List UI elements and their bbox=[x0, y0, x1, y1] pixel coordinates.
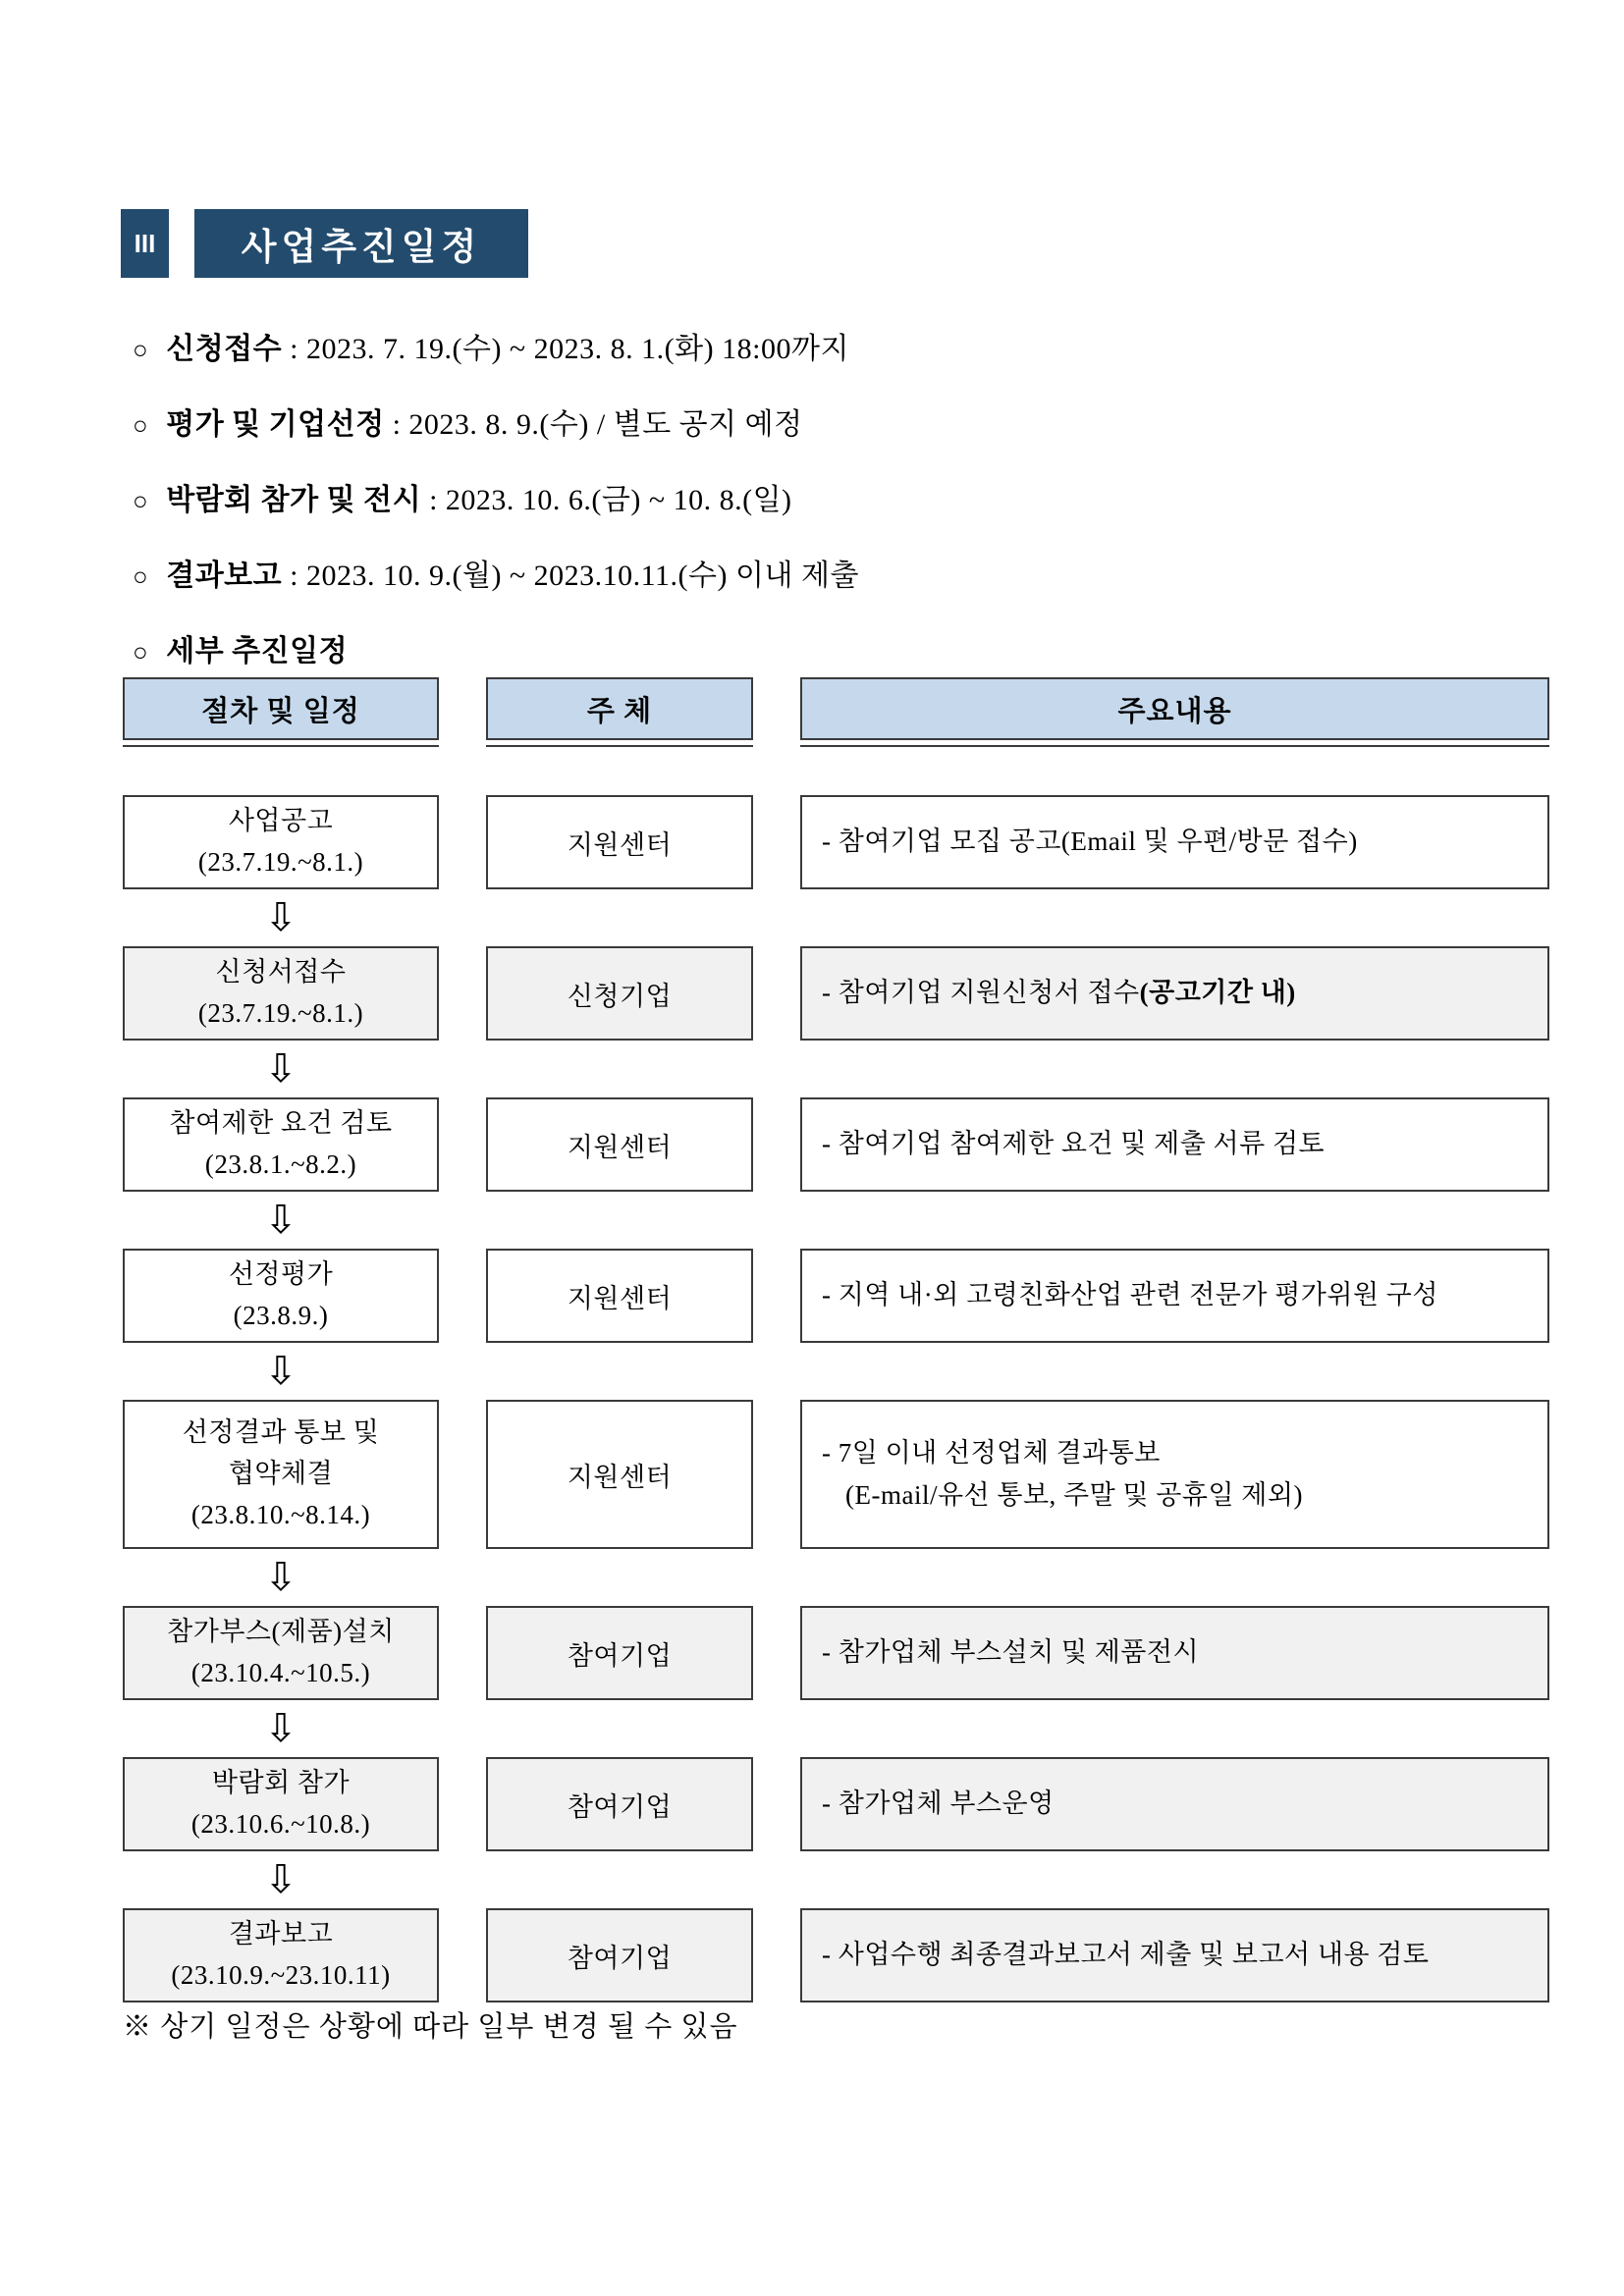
procedure-cell bbox=[123, 1908, 439, 2002]
procedure-dates: (23.7.19.~8.1.) bbox=[197, 847, 364, 877]
procedure-dates: (23.10.6.~10.8.) bbox=[190, 1809, 371, 1839]
content-line: - 7일 이내 선정업체 결과통보 bbox=[822, 1437, 1161, 1468]
column-header-subject: 주 체 bbox=[486, 677, 753, 740]
procedure-cell bbox=[123, 1097, 439, 1192]
bullet-label: 세부 추진일정 bbox=[166, 635, 349, 667]
procedure-title: 선정결과 통보 및 bbox=[182, 1417, 380, 1448]
procedure-dates: (23.10.9.~23.10.11) bbox=[171, 1960, 391, 1990]
bullet-label: 평가 및 기업선정 bbox=[166, 408, 385, 441]
content-cell bbox=[800, 946, 1549, 1041]
bullet-marker: ○ bbox=[133, 410, 149, 440]
down-arrow-icon: ⇩ bbox=[264, 1555, 298, 1600]
content-line: - 참여기업 모집 공고(Email 및 우편/방문 접수) bbox=[822, 827, 1358, 857]
column-header-content: 주요내용 bbox=[800, 677, 1549, 740]
table-row bbox=[123, 946, 1549, 1041]
bullet-list bbox=[133, 324, 1556, 702]
procedure-dates: (23.10.4.~10.5.) bbox=[190, 1658, 371, 1687]
down-arrow-icon: ⇩ bbox=[264, 1857, 298, 1902]
procedure-cell bbox=[123, 1606, 439, 1700]
procedure-title: 결과보고 bbox=[228, 1919, 334, 1949]
table-row bbox=[123, 1249, 1549, 1343]
content-line: (E-mail/유선 통보, 주말 및 공휴일 제외) bbox=[845, 1480, 1303, 1510]
procedure-dates: (23.8.1.~8.2.) bbox=[204, 1149, 357, 1179]
content-cell bbox=[800, 1097, 1549, 1192]
section-number-badge: III bbox=[121, 209, 169, 278]
procedure-dates: (23.7.19.~8.1.) bbox=[197, 998, 364, 1028]
bullet-marker: ○ bbox=[133, 486, 149, 515]
procedure-title: 협약체결 bbox=[228, 1459, 334, 1489]
bullet-text: : 2023. 8. 9.(수) / 별도 공지 예정 bbox=[384, 408, 803, 441]
down-arrow-icon: ⇩ bbox=[264, 1349, 298, 1394]
procedure-title: 박람회 참가 bbox=[211, 1768, 351, 1798]
procedure-cell bbox=[123, 795, 439, 889]
down-arrow-icon: ⇩ bbox=[264, 895, 298, 940]
subject-cell: 지원센터 bbox=[486, 1097, 753, 1192]
bullet-item-result-report bbox=[133, 551, 1556, 594]
procedure-dates: (23.8.9.) bbox=[233, 1301, 329, 1330]
table-header-row bbox=[123, 677, 1549, 740]
down-arrow-icon: ⇩ bbox=[264, 1198, 298, 1243]
section-header bbox=[121, 209, 528, 278]
bullet-label: 신청접수 bbox=[166, 333, 283, 365]
content-cell bbox=[800, 1249, 1549, 1343]
procedure-cell bbox=[123, 1249, 439, 1343]
bullet-item-application-period bbox=[133, 324, 1556, 367]
table-row bbox=[123, 1097, 1549, 1192]
content-line: - 지역 내·외 고령친화산업 관련 전문가 평가위원 구성 bbox=[822, 1280, 1438, 1310]
bullet-marker: ○ bbox=[133, 637, 149, 667]
content-cell bbox=[800, 795, 1549, 889]
content-bold-text: (공고기간 내) bbox=[1139, 978, 1296, 1008]
section-title: 사업추진일정 bbox=[194, 209, 528, 278]
content-line: - 참가업체 부스설치 및 제품전시 bbox=[822, 1637, 1200, 1668]
procedure-cell bbox=[123, 1757, 439, 1851]
procedure-dates: (23.8.10.~8.14.) bbox=[190, 1499, 371, 1529]
procedure-title: 참가부스(제품)설치 bbox=[167, 1617, 395, 1647]
procedure-title: 선정평가 bbox=[228, 1259, 334, 1290]
subject-cell: 지원센터 bbox=[486, 1249, 753, 1343]
content-cell bbox=[800, 1908, 1549, 2002]
table-row bbox=[123, 1606, 1549, 1700]
column-header-procedure: 절차 및 일정 bbox=[123, 677, 439, 740]
table-row bbox=[123, 1757, 1549, 1851]
content-cell bbox=[800, 1606, 1549, 1700]
bullet-text: : 2023. 10. 6.(금) ~ 10. 8.(일) bbox=[421, 484, 792, 516]
subject-cell: 지원센터 bbox=[486, 795, 753, 889]
procedure-cell bbox=[123, 1400, 439, 1549]
table-row bbox=[123, 1400, 1549, 1549]
bullet-item-expo-participation bbox=[133, 475, 1556, 518]
footnote: ※ 상기 일정은 상황에 따라 일부 변경 될 수 있음 bbox=[123, 2011, 738, 2043]
subject-cell: 지원센터 bbox=[486, 1400, 753, 1549]
down-arrow-icon: ⇩ bbox=[264, 1046, 298, 1092]
subject-cell: 참여기업 bbox=[486, 1908, 753, 2002]
table-row bbox=[123, 795, 1549, 889]
bullet-label: 결과보고 bbox=[166, 560, 283, 592]
content-line: - 사업수행 최종결과보고서 제출 및 보고서 내용 검토 bbox=[822, 1940, 1430, 1970]
bullet-text: : 2023. 10. 9.(월) ~ 2023.10.11.(수) 이내 제출 bbox=[282, 560, 859, 592]
procedure-title: 신청서접수 bbox=[215, 957, 347, 988]
bullet-text: : 2023. 7. 19.(수) ~ 2023. 8. 1.(화) 18:00까지 bbox=[282, 333, 849, 365]
down-arrow-icon: ⇩ bbox=[264, 1706, 298, 1751]
procedure-title: 참여제한 요건 검토 bbox=[169, 1108, 393, 1139]
table-row bbox=[123, 1908, 1549, 2002]
bullet-label: 박람회 참가 및 전시 bbox=[166, 484, 422, 516]
bullet-marker: ○ bbox=[133, 335, 149, 364]
content-line: - 참여기업 지원신청서 접수(공고기간 내) bbox=[822, 978, 1296, 1008]
content-cell bbox=[800, 1757, 1549, 1851]
content-cell bbox=[800, 1400, 1549, 1549]
schedule-table bbox=[123, 677, 1549, 2002]
content-line: - 참여기업 참여제한 요건 및 제출 서류 검토 bbox=[822, 1129, 1326, 1159]
subject-cell: 참여기업 bbox=[486, 1606, 753, 1700]
bullet-item-detail-schedule bbox=[133, 626, 1556, 669]
content-line: - 참가업체 부스운영 bbox=[822, 1789, 1055, 1819]
bullet-item-evaluation bbox=[133, 400, 1556, 443]
bullet-marker: ○ bbox=[133, 561, 149, 591]
subject-cell: 참여기업 bbox=[486, 1757, 753, 1851]
procedure-cell bbox=[123, 946, 439, 1041]
subject-cell: 신청기업 bbox=[486, 946, 753, 1041]
procedure-title: 사업공고 bbox=[228, 806, 334, 836]
